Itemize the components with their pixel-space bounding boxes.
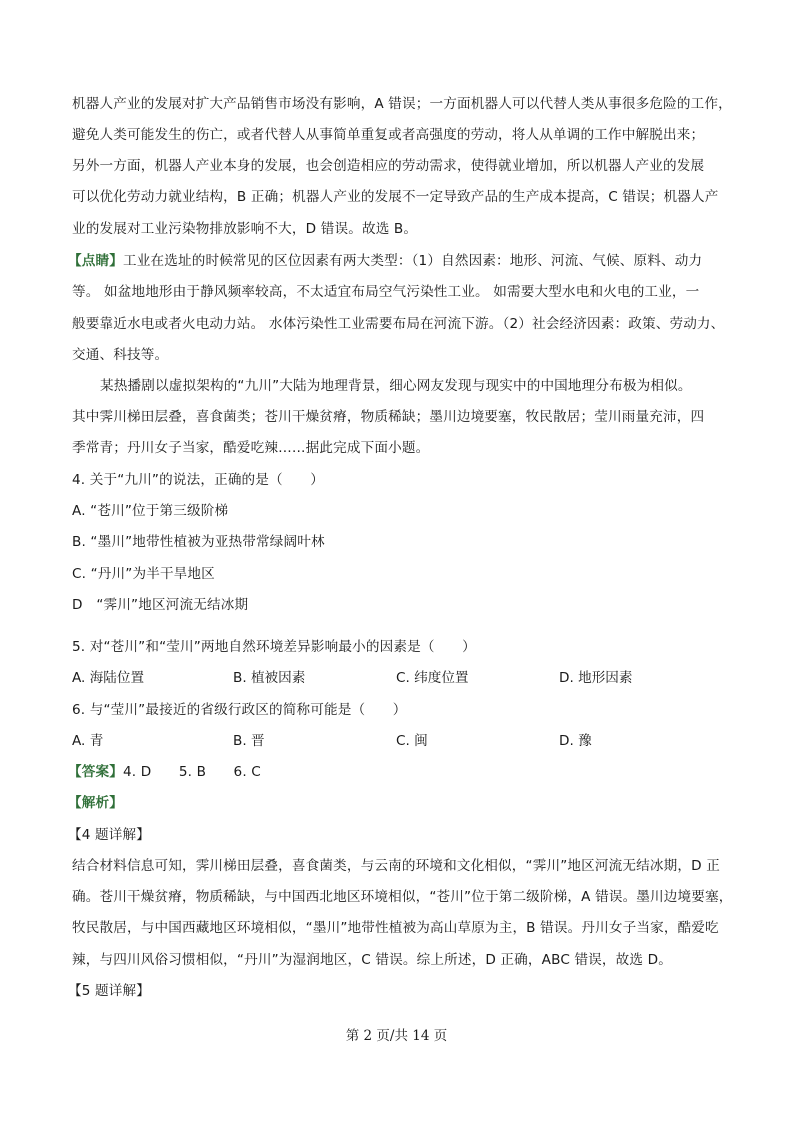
detail-4-line: 确。苍川干燥贫瘠，物质稀缺，与中国西北地区环境相似，“苍川”位于第二级阶梯，A 错误。墨川边境要塞， (72, 889, 733, 905)
question-6-stem: 6. 与“莹川”最接近的省级行政区的简称可能是（ ） (72, 702, 407, 718)
question-5-option-c: C. 纬度位置 (396, 670, 469, 686)
detail-4-tag: 【4 题详解】 (68, 827, 150, 843)
detail-5-tag: 【5 题详解】 (68, 983, 150, 999)
dianjing-first: 工业在选址的时候常见的区位因素有两大类型：（1）自然因素：地形、河流、气候、原料、动力 (122, 253, 703, 269)
question-4-option-c: C. “丹川”为半干旱地区 (72, 566, 215, 582)
question-6-option-d: D. 豫 (559, 733, 592, 749)
material-line: 季常青；丹川女子当家，酷爱吃辣……据此完成下面小题。 (72, 440, 430, 456)
question-6-option-a: A. 青 (72, 733, 104, 749)
detail-5-heading (68, 981, 728, 1001)
question-4-option-d: D “霁川”地区河流无结冰期 (72, 597, 249, 613)
analysis-tag: 【解析】 (68, 795, 123, 811)
dianjing-line: 等。 如盆地地形由于静风频率较高，不太适宜布局空气污染性工业。 如需要大型水电和火电的工业，一 (72, 284, 700, 300)
answer-line (68, 762, 728, 782)
paragraph-line: 另外一方面，机器人产业本身的发展，也会创造相应的劳动需求，使得就业增加，所以机器人产业的发展 (72, 158, 705, 174)
question-5-option-d: D. 地形因素 (559, 670, 633, 686)
paragraph-line: 可以优化劳动力就业结构，B 正确；机器人产业的发展不一定导致产品的生产成本提高，C 错误；机器人产 (72, 189, 719, 205)
paragraph-line: 避免人类可能发生的伤亡，或者代替人从事简单重复或者高强度的劳动，将人从单调的工作中解脱出来； (72, 127, 705, 143)
page-number: 第 2 页/共 14 页 (345, 1028, 448, 1044)
analysis-line (68, 793, 728, 813)
answer-text: 4. D 5. B 6. C (122, 764, 261, 780)
paragraph-line: 业的发展对工业污染物排放影响不大，D 错误。故选 B。 (72, 221, 418, 237)
material-line: 其中霁川梯田层叠，喜食菌类；苍川干燥贫瘠，物质稀缺；墨川边境要塞，牧民散居；莹川雨量充沛，四 (72, 409, 705, 425)
question-6-option-c: C. 闽 (396, 733, 428, 749)
question-5-option-a: A. 海陆位置 (72, 670, 145, 686)
detail-4-line: 辣，与四川风俗习惯相似，“丹川”为湿润地区，C 错误。综上所述，D 正确，ABC 错误，故选 D。 (72, 952, 672, 968)
detail-4-line: 结合材料信息可知，霁川梯田层叠，喜食菌类，与云南的环境和文化相似，“霁川”地区河流无结冰期，D 正 (72, 858, 720, 874)
question-4-option-b: B. “墨川”地带性植被为亚热带常绿阔叶林 (72, 534, 325, 550)
detail-4-heading (68, 825, 728, 845)
question-5-stem: 5. 对“苍川”和“莹川”两地自然环境差异影响最小的因素是（ ） (72, 639, 476, 655)
question-4-option-a: A. “苍川”位于第三级阶梯 (72, 503, 229, 519)
question-4-stem: 4. 关于“九川”的说法，正确的是（ ） (72, 472, 325, 488)
dianjing-line (68, 251, 728, 271)
dianjing-line: 般要靠近水电或者火电动力站。 水体污染性工业需要布局在河流下游。（2）社会经济因素：政策、劳动力、 (72, 316, 725, 332)
dianjing-tag: 【点睛】 (68, 253, 123, 269)
paragraph-line: 机器人产业的发展对扩大产品销售市场没有影响，A 错误；一方面机器人可以代替人类从事很多危险的工作， (72, 96, 732, 112)
question-6-option-b: B. 晋 (233, 733, 265, 749)
detail-4-line: 牧民散居，与中国西藏地区环境相似，“墨川”地带性植被为高山草原为主，B 错误。丹川女子当家，酷爱吃 (72, 920, 719, 936)
answer-tag: 【答案】 (68, 764, 123, 780)
question-5-option-b: B. 植被因素 (233, 670, 306, 686)
material-line: 某热播剧以虚拟架构的“九川”大陆为地理背景，细心网友发现与现实中的中国地理分布极为相似。 (100, 378, 692, 394)
dianjing-line: 交通、科技等。 (72, 347, 169, 363)
